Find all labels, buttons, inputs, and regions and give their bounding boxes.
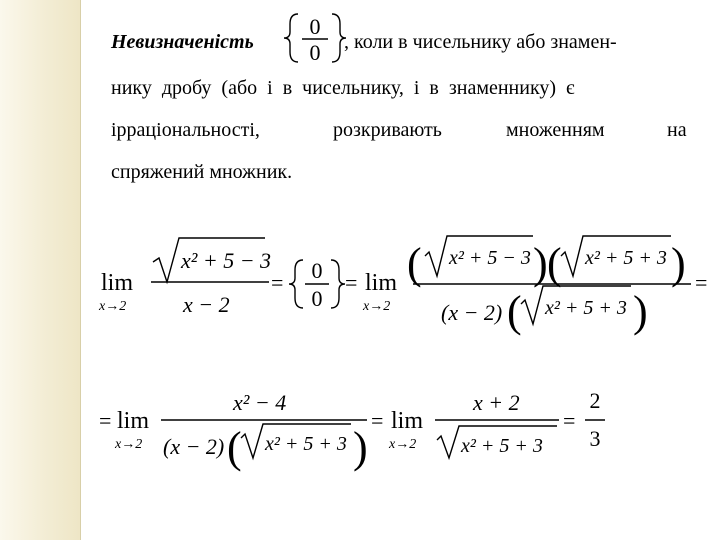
paren-open-2: (	[547, 239, 562, 288]
result-denominator: 3	[589, 426, 601, 451]
paren-close-4: )	[353, 423, 368, 472]
term-uncertainty: Невизначеність	[111, 31, 254, 53]
line3-word1: ірраціональності,	[111, 119, 260, 141]
lim-label: lim	[101, 270, 134, 296]
result-numerator: 2	[589, 388, 601, 413]
eq2-frac2-num: x + 2	[473, 390, 520, 415]
frac2-den-a: (x − 2)	[441, 300, 503, 325]
paren-close-3: )	[633, 287, 648, 336]
line3-word2: розкривають	[333, 119, 442, 141]
lim-subscript-4: x→2	[389, 437, 417, 452]
lim-label-4: lim	[391, 408, 424, 434]
equals-6: =	[563, 408, 576, 433]
paren-open-1: (	[407, 239, 422, 288]
eq2-frac1-den-a: (x − 2)	[163, 434, 225, 459]
frac1-numerator: x² + 5 − 3	[181, 248, 272, 273]
paren-open-3: (	[507, 287, 522, 336]
paren-close-2: )	[671, 239, 686, 288]
line3-word4: на	[667, 119, 687, 141]
frac2-den-b: x² + 5 + 3	[545, 297, 627, 319]
lim-subscript-3: x→2	[115, 437, 143, 452]
equals-1: =	[271, 270, 284, 295]
frac1-denominator: x − 2	[183, 292, 230, 317]
brace-num-eq1: 0	[311, 258, 323, 283]
paren-open-4: (	[227, 423, 242, 472]
equation-1	[95, 226, 715, 336]
eq2-frac2-den: x² + 5 + 3	[461, 435, 543, 457]
equals-5: =	[371, 408, 384, 433]
brace-denominator: 0	[309, 40, 321, 65]
equation-2	[95, 382, 615, 482]
line3-word3: множенням	[506, 119, 605, 141]
line2-text: нику дробу (або і в чисельнику, і в знаменнику) є	[111, 77, 575, 99]
brace-numerator: 0	[309, 14, 321, 39]
line1-text: , коли в чисельнику або знамен-	[344, 31, 617, 53]
lim-subscript: x→2	[99, 299, 127, 314]
lim-subscript-2: x→2	[363, 299, 391, 314]
frac2-num-a: x² + 5 − 3	[449, 247, 531, 269]
equals-4: =	[99, 408, 112, 433]
eq2-frac1-num: x² − 4	[233, 390, 287, 415]
lim-label-3: lim	[117, 408, 150, 434]
lim-label-2: lim	[365, 270, 398, 296]
frac2-num-b: x² + 5 + 3	[585, 247, 667, 269]
brace-den-eq1: 0	[311, 286, 323, 311]
eq2-frac1-den-b: x² + 5 + 3	[265, 433, 347, 455]
line4-text: спряжений множник.	[111, 161, 293, 183]
left-brace	[284, 14, 298, 62]
equals-2: =	[345, 270, 358, 295]
equals-3: =	[695, 270, 708, 295]
paren-close-1: )	[533, 239, 548, 288]
